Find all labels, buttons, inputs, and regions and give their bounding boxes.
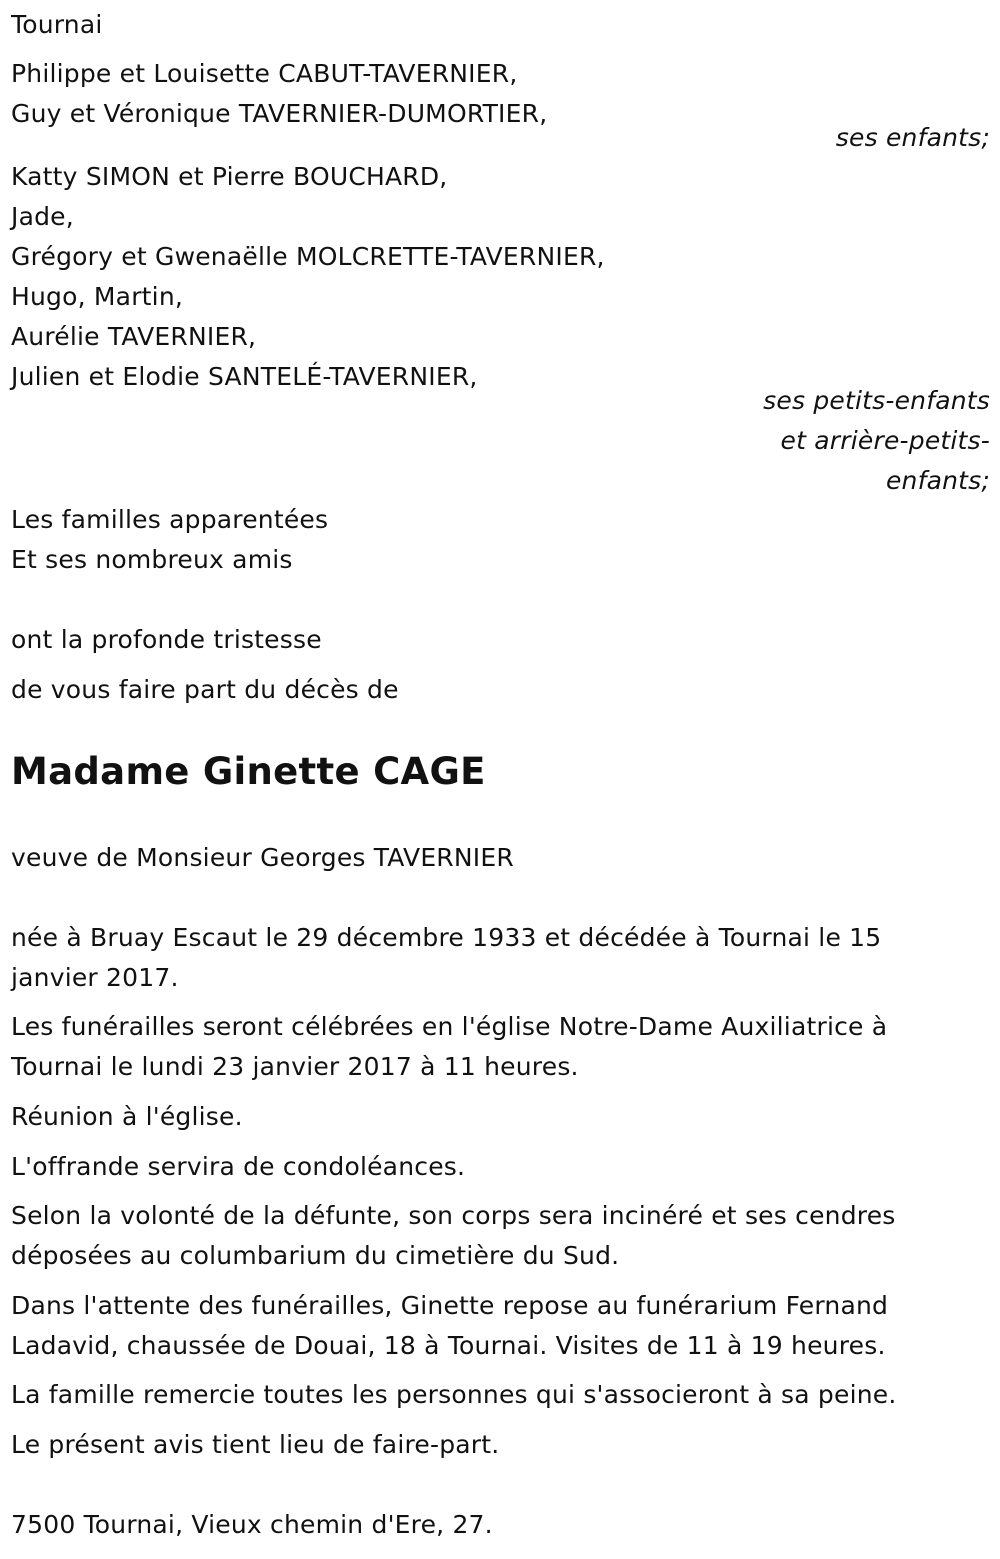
widow-of: veuve de Monsieur Georges TAVERNIER	[11, 843, 514, 872]
detail-line-9: Dans l'attente des funérailles, Ginette repose au funérarium Fernand	[11, 1291, 889, 1320]
families-line-2: Et ses nombreux amis	[11, 545, 293, 574]
grandchildren-line-5: Aurélie TAVERNIER,	[11, 322, 257, 351]
detail-line-8: déposées au columbarium du cimetière du Sud.	[11, 1241, 620, 1270]
grandchildren-line-6: Julien et Elodie SANTELÉ-TAVERNIER,	[11, 362, 478, 391]
detail-line-4: Tournai le lundi 23 janvier 2017 à 11 heures.	[11, 1052, 579, 1081]
grandchildren-label-2: et arrière-petits-	[780, 426, 990, 455]
deceased-name: Madame Ginette CAGE	[11, 750, 486, 793]
detail-line-11: La famille remercie toutes les personnes qui s'associeront à sa peine.	[11, 1380, 897, 1409]
detail-line-10: Ladavid, chaussée de Douai, 18 à Tournai. Visites de 11 à 19 heures.	[11, 1331, 886, 1360]
detail-line-2: janvier 2017.	[11, 963, 179, 992]
detail-line-12: Le présent avis tient lieu de faire-part.	[11, 1430, 500, 1459]
grandchildren-line-3: Grégory et Gwenaëlle MOLCRETTE-TAVERNIER,	[11, 242, 605, 271]
detail-line-3: Les funérailles seront célébrées en l'église Notre-Dame Auxiliatrice à	[11, 1012, 888, 1041]
detail-line-7: Selon la volonté de la défunte, son corps sera inciné​ré et ses cendres	[11, 1201, 896, 1230]
children-line-2: Guy et Véronique TAVERNIER-DUMORTIER,	[11, 99, 548, 128]
grandchildren-line-4: Hugo, Martin,	[11, 282, 184, 311]
location-heading: Tournai	[11, 10, 103, 39]
detail-line-5: Réunion à l'église.	[11, 1102, 243, 1131]
children-line-1: Philippe et Louisette CABUT-TAVERNIER,	[11, 59, 518, 88]
detail-line-6: L'offrande servira de condoléances.	[11, 1152, 466, 1181]
grandchildren-line-1: Katty SIMON et Pierre BOUCHARD,	[11, 162, 448, 191]
children-label: ses enfants;	[835, 123, 990, 152]
detail-line-1: née à Bruay Escaut le 29 décembre 1933 et décédée à Tournai le 15	[11, 923, 882, 952]
families-line-1: Les familles apparentées	[11, 505, 329, 534]
grandchildren-label-3: enfants;	[885, 466, 990, 495]
address: 7500 Tournai, Vieux chemin d'Ere, 27.	[11, 1510, 493, 1539]
announcement-line-2: de vous faire part du décès de	[11, 675, 399, 704]
announcement-line-1: ont la profonde tristesse	[11, 625, 322, 654]
grandchildren-line-2: Jade,	[11, 202, 74, 231]
grandchildren-label-1: ses petits-enfants	[763, 386, 990, 415]
